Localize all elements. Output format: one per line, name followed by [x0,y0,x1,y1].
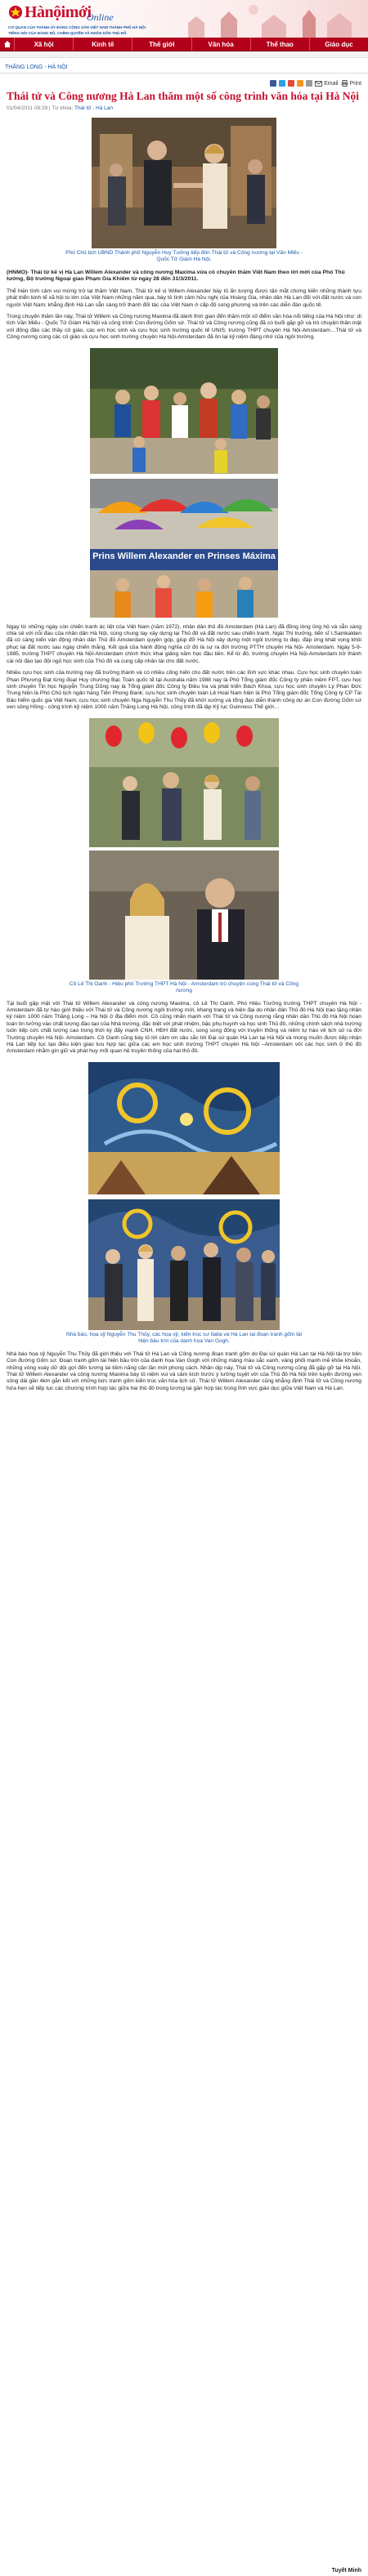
facebook-icon[interactable] [270,80,276,87]
article-paragraph-6: Nhà báo họa sỹ Nguyễn Thu Thủy đã giới thiệu với Thái tử Hà Lan và Công nương đoạn tranh gốm do Đại sứ quán Hà Lan tại Hà Nội tài trợ trên Con đường Gốm sứ. Đoạn tranh gốm tái hiện bầu trời của danh họa Van Gogh với những mảng màu sắc xanh, vàng phối mạnh mẽ khỏe khoắn, những vòng xoáy dữ dội gợi đến tương lai tiềm năng cần lần mới phong cách. Nhân dịp này, Thái tử và Công nương cũng đã gặp gỡ tại Hà Nội. Thái tử Willem Alexander và công nương Maxima bày tỏ niềm vui và cảm kích trước ý tưởng tuyệt vời của Thủ đô Hà Nội trên tuyến đường ven sông dài gần 4km gắn kết với những bức tranh gốm kiến trúc văn hóa lịch sử. Thái tử Willem Alexander cũng khẳng định Thái tử và Công nương hứa hẹn sẽ tiếp tục các chương trình hợp tác giữa hai thủ đô trong tương lai gần hợp tác trong lĩnh vực giáo dục giữa Việt Nam và Hà Lan. [7,1351,361,1391]
article-paragraph-4: Nhiều cựu học sinh của trường nay đã trưởng thành và có nhiều cống hiến cho đất nước trên các lĩnh vực khác nhau. Cựu học sinh chuyên toán Phan Phương Đạt từng đoạt Huy chương Bạc Toán quốc tế tại Australia năm 1988 nay là Phó Tổng giám đốc Công ty phần mềm FPT, cựu học sinh chuyên Tin học Nguyễn Trung Dũng nay là Tổng giám đốc Công ty Điều tra và phát triển Bách Khoa, cựu học sinh chuyên Lý Phan Đức Trung hiện là Phó Chủ tịch ngân hàng Tiên Phong Bank; cựu học sinh chuyên toán Lê Hoài Nam hiện là Phó Tổng giám đốc Tổng Công ty CP Tài Bảo hiểm quốc gia Việt Nam; cựu học sinh chuyên Nga Nguyễn Thu Thủy đã khởi xướng và tổng đạo diễn thành công dự án Con đường Gốm sứ ven sông Hồng - công trình kỷ niệm 1000 năm Thăng Long Hà Nội, công trình đã lập Kỷ lục Guinness Thế giới… [7,670,361,711]
logo-tagline-2: TIẾNG NÓI CỦA ĐẢNG BỘ, CHÍNH QUYỀN VÀ NHÂN DÂN THỦ ĐÔ [8,31,127,35]
twitter-icon[interactable] [279,80,285,87]
photo-umbrellas-crowd [90,570,278,618]
nav-item-xa-hoi[interactable]: Xã hội [15,38,74,51]
share-toolbar [270,80,361,87]
nav-item-kinh-te[interactable]: Kinh tế [74,38,132,51]
photo-welcome [92,118,276,248]
photo-closeup-caption: Cô Lê Thị Oanh - Hiệu phó Trường THPT Hà Nội - Amsterdam trò chuyện cùng Thái tử và Công nương [69,980,299,993]
meta-keyword-label: | Từ khóa: [47,105,75,111]
bookmark-icon[interactable] [297,80,303,87]
photo-students [90,348,278,474]
breadcrumb-section-link[interactable]: THĂNG LONG - HÀ NỘI [5,65,68,70]
photo-umbrellas [90,479,278,618]
article-paragraph-2: Trong chuyến thăm lần này, Thái tử Willem và Công nương Maxima đã dành thời gian đến thăm một số điểm văn hóa nổi tiếng của Hà Nội như: di tích Văn Miếu - Quốc Tử Giám Hà Nội và công trình Con đường Gốm sứ. Thái tử và Công nương cũng đã có buổi gặp gỡ và trò chuyện thân mật với đông đảo các thầy cô giáo, các em học sinh và cựu học sinh trường quốc tế UNIS; trường THPT chuyên Hà Nội-Amsterdam…Thái tử và Công nương cùng các cô giáo và cựu học sinh trường chuyên Hà Nội-Amsterdam đã ôn lại kỷ niệm đáng nhớ của ngôi trường. [7,314,361,341]
logo-tagline-1: CƠ QUAN CỦA THÀNH ỦY ĐẢNG CỘNG SẢN VIỆT NAM THÀNH PHỐ HÀ NỘI [8,25,146,29]
nav-item-the-gioi[interactable]: Thế giới [132,38,191,51]
envelope-icon [315,81,322,87]
photo-welcome-caption: Phó Chủ tịch UBND Thành phố Nguyễn Huy Tưởng tiếp đón Thái tử và Công nương tại Văn Miếu - Quốc Tử Giám Hà Nội. [65,250,303,262]
photo-lanterns-image [89,718,279,847]
email-label: Email [324,80,339,87]
printer-icon [341,80,348,87]
article-author: Tuyết Minh [331,2568,361,2574]
photo-closeup-image [89,850,279,980]
photo-group-caption: Nhà báo, họa sỹ Nguyễn Thu Thủy, các họa sỹ, kiến trúc sư Italia và Hà Lan tại đoạn tranh gốm tái hiện bầu trời của danh họa Van Gogh. [65,1331,303,1344]
email-button[interactable] [315,81,339,87]
breadcrumb [0,62,368,74]
article-lead: (HNMO)- Thái tử kế vị Hà Lan Willem Alexander và công nương Maxima vừa có chuyến thăm Việt Nam theo lời mời của Phó Thủ tướng, Bộ trưởng Ngoại giao Phạm Gia Khiêm từ ngày 28 đến 31/3/2011. [7,270,345,283]
banner-text: Prins Willem Alexander en Prinses Máxima [92,551,276,561]
photo-lanterns [89,718,279,847]
masthead-decoration [172,0,368,38]
photo-group [88,1199,280,1330]
keyword-links[interactable]: Thái tử , Hà Lan [74,105,114,111]
article-meta [7,105,361,111]
print-label: Print [349,80,361,87]
print-button[interactable] [341,80,361,87]
sub-nav-bar [0,51,368,58]
article [7,90,361,1392]
nav-home-button[interactable] [0,38,15,51]
logo-online-text: Online [87,11,114,23]
article-paragraph-1: Thể hiện tình cảm vui mừng trở lại thăm Việt Nam, Thái tử kế vị Willem Alexander bày tỏ ấn tượng được tận mắt chứng kiến những thành tựu phát triển kinh tế xã hội to lớn của Việt Nam những năm qua, bày tỏ tình cảm hữu nghị của Hoàng Gia, nhân dân Hà Lan đối với đất nước và con người Việt Nam; khẳng định Hà Lan sẵn sàng trở thành đối tác của Việt Nam ở cấp độ song phương và trên các diễn đàn quốc tế. [7,288,361,308]
share-more-icon[interactable] [306,80,312,87]
main-nav [0,38,368,51]
google-icon[interactable] [288,80,294,87]
home-icon [3,40,11,48]
logo-emblem-icon [8,5,23,20]
photo-welcome-image [92,118,276,248]
nav-item-van-hoa[interactable]: Văn hóa [192,38,251,51]
masthead [0,0,368,38]
photo-mosaic [88,1062,280,1194]
nav-item-giao-duc[interactable]: Giáo dục [325,40,353,48]
photo-closeup [89,850,279,980]
logo-main-text: Hànộimới [25,3,92,21]
article-date: 01/04/2011 08:29 [7,105,48,111]
nav-item-the-thao[interactable]: Thể thao [251,38,310,51]
photo-students-image [90,348,278,474]
article-paragraph-3: Ngay từ những ngày còn chiến tranh ác liệt của Việt Nam (năm 1972), nhân dân thủ đô Amsterdam (Hà Lan) đã đồng lòng ủng hộ và sẵn sàng chia sẻ với nỗi đau của nhân dân Hà Nội, cùng chung tay xây dựng lại Thủ đô và đất nước sau chiến tranh. Ngài Thị trưởng, tiến sĩ I.Samkalden đã có sáng kiến vận động nhân dân Thủ đô Amsterdam quyên góp, giúp đỡ Hà Nội xây dựng một ngôi trường to đẹp, đáp ứng khát vọng khôi phục lại đất nước sau ngày chiến thắng. Kết quả của hành động nghĩa cử đó là sự ra đời trường PTTH chuyên Hà Nội- Amsterdam. Ngày 5-9-1985, trường THPT chuyên Hà Nội-Amsterdam chính thức khai giảng năm học đầu tiên. Kể từ đó, trường chuyên Hà Nội-Amsterdam trở thành cái nôi đào tạo đội ngũ học sinh của Thủ đô và cung cấp nhân tài cho đất nước. [7,623,361,664]
photo-mosaic-image [88,1062,280,1194]
photo-group-image [88,1199,280,1330]
article-paragraph-5: Tại buổi gặp mặt với Thái tử Willem Alexander và công nương Maxima, cô Lê Thị Oanh, Phó Hiệu Trưởng trường THPT chuyên Hà Nội - Amsterdam đã tự hào giới thiệu với Thái tử và Công nương ngôi trường mới, khang trang và hiện đại do nhân dân Thủ đô Hà Nội trao tặng nhân kỷ niệm 1000 năm Thăng Long – Hà Nội ở địa điểm mới. Cô cũng nhấn mạnh với Thái tử và Công nương rằng nhân dân Thủ đô Hà Nội hoàn toàn tin tưởng vào chất lượng đào tạo của Nhà trường, đặc biệt với phát nhiệm, bậc phụ huynh và học sinh Thủ đô, những chính sách nhà trường luôn tiếp cức chất lượng cao trong thời kỳ đẩy mạnh CNH, HĐH đất nước, song song đồng với truyền thống và niềm tự hào về lịch sử ra đời Trường chuyên Hà Nội- Amsterdam. Cô Oanh cũng bày tỏ lời cảm ơn sâu sắc tới Đại sứ quán Hà Lan tại Hà Nội và mong muốn được tiếp nhận Hà Lan tiếp tục tạo điều kiện giao lưu hợp tác giữa các em học sinh trường THPT chuyên Hà Nội –Amsterdam với các học sinh ở thủ đô Amsterdam nhằm gìn giữ và phát huy mối quan hệ truyền thống của hai thủ đô. [7,1000,361,1055]
article-title: Thái tử và Công nương Hà Lan thăm một số công trình văn hóa tại Hà Nội [7,90,359,102]
